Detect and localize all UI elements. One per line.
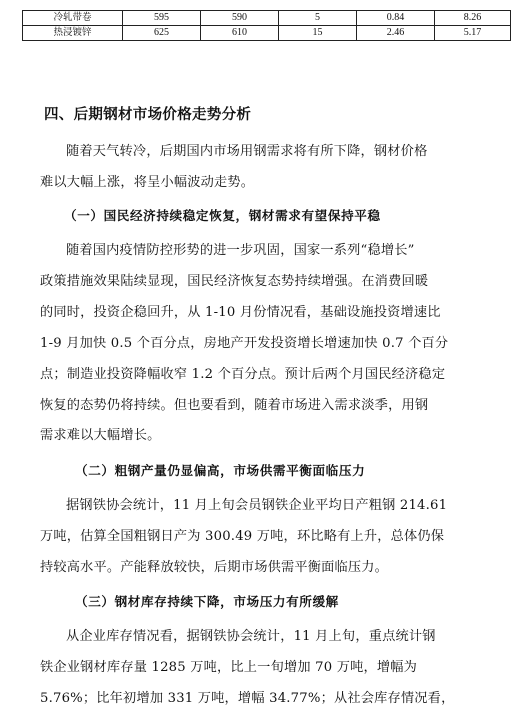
paragraph-line: 持较高水平。产能释放较快，后期市场供需平衡面临压力。: [40, 560, 389, 575]
paragraph-line: 万吨，估算全国粗钢日产为 300.49 万吨，环比略有上升，总体仍保: [40, 529, 445, 544]
paragraph-line: 点；制造业投资降幅收窄 1.2 个百分点。预计后两个月国民经济稳定: [40, 367, 446, 382]
subsection-heading: （三）钢材库存持续下降，市场压力有所缓解: [75, 594, 339, 609]
paragraph-line: 据钢铁协会统计，11 月上旬会员钢铁企业平均日产粗钢 214.61: [66, 498, 448, 513]
table-cell: 8.26: [435, 11, 511, 26]
paragraph-line: 需求难以大幅增长。: [40, 428, 161, 443]
subsection-heading: （二）粗钢产量仍显偏高，市场供需平衡面临压力: [75, 463, 366, 478]
subsection-heading: （一）国民经济持续稳定恢复，钢材需求有望保持平稳: [64, 208, 381, 223]
table-cell: 595: [123, 11, 201, 26]
paragraph-line: 随着天气转冷，后期国内市场用钢需求将有所下降，钢材价格: [66, 144, 428, 159]
table-cell: 590: [201, 11, 279, 26]
table-cell: 15: [279, 26, 357, 41]
paragraph-line: 5.76%；比年初增加 331 万吨，增幅 34.77%；从社会库存情况看，: [40, 691, 455, 706]
paragraph-line: 1-9 月加快 0.5 个百分点，房地产开发投资增长增速加快 0.7 个百分: [40, 336, 449, 351]
table-row: [23, 26, 511, 41]
section-heading: 四、后期钢材市场价格走势分析: [44, 107, 252, 123]
table-cell: 2.46: [357, 26, 435, 41]
paragraph-line: 恢复的态势仍将持续。但也要看到，随着市场进入需求淡季，用钢: [40, 398, 429, 413]
table-cell: 0.84: [357, 11, 435, 26]
table-row: [23, 11, 511, 26]
table-cell: 625: [123, 26, 201, 41]
paragraph-line: 的同时，投资企稳回升，从 1-10 月份情况看，基础设施投资增速比: [40, 305, 441, 320]
table-cell: 热浸镀锌: [23, 26, 123, 41]
table-cell: 冷轧带卷: [23, 11, 123, 26]
paragraph-line: 难以大幅上涨，将呈小幅波动走势。: [40, 175, 255, 190]
table-cell: 5: [279, 11, 357, 26]
paragraph-line: 铁企业钢材库存量 1285 万吨，比上一旬增加 70 万吨，增幅为: [40, 660, 418, 675]
steel-price-table: [22, 10, 511, 41]
paragraph-line: 随着国内疫情防控形势的进一步巩固，国家一系列“稳增长”: [66, 243, 415, 258]
table-cell: 610: [201, 26, 279, 41]
table-cell: 5.17: [435, 26, 511, 41]
paragraph-line: 政策措施效果陆续显现，国民经济恢复态势持续增强。在消费回暖: [40, 274, 429, 289]
paragraph-line: 从企业库存情况看，据钢铁协会统计，11 月上旬，重点统计钢: [66, 629, 436, 644]
